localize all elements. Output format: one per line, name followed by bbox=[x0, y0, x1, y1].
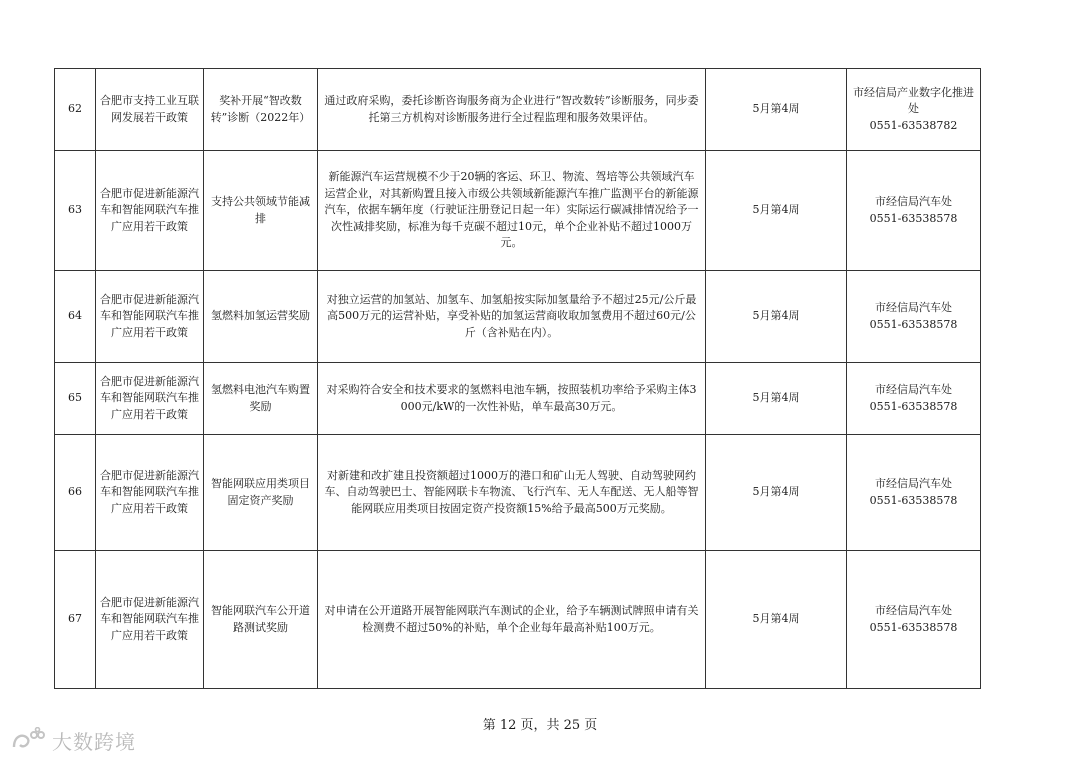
page-number-label: 第 12 页，共 25 页 bbox=[482, 718, 598, 733]
department-name: 市经信局汽车处 bbox=[875, 195, 952, 208]
department-name: 市经信局汽车处 bbox=[875, 301, 952, 314]
table-row bbox=[55, 271, 981, 363]
schedule-time-cell: 5月第4周 bbox=[706, 69, 847, 151]
department-name: 市经信局汽车处 bbox=[875, 383, 952, 396]
contact-cell bbox=[847, 551, 981, 689]
schedule-time-cell: 5月第4周 bbox=[706, 435, 847, 551]
table-row bbox=[55, 363, 981, 435]
contact-cell bbox=[847, 151, 981, 271]
department-name: 市经信局汽车处 bbox=[875, 477, 952, 490]
contact-phone: 0551-63538578 bbox=[869, 493, 958, 507]
schedule-time-cell: 5月第4周 bbox=[706, 363, 847, 435]
policy-name-cell: 合肥市促进新能源汽车和智能网联汽车推广应用若干政策 bbox=[96, 151, 204, 271]
policy-content-cell: 通过政府采购，委托诊断咨询服务商为企业进行“智改数转”诊断服务，同步委托第三方机构对诊断服务进行全过程监理和服务效果评估。 bbox=[318, 69, 706, 151]
schedule-time-cell: 5月第4周 bbox=[706, 151, 847, 271]
table-row bbox=[55, 151, 981, 271]
watermark-text: 大数跨境 bbox=[52, 730, 136, 754]
policy-name-cell: 合肥市促进新能源汽车和智能网联汽车推广应用若干政策 bbox=[96, 435, 204, 551]
contact-cell bbox=[847, 69, 981, 151]
policy-table-body bbox=[55, 69, 981, 689]
contact-phone: 0551-63538578 bbox=[869, 399, 958, 413]
support-item-cell: 氢燃料电池汽车购置奖励 bbox=[204, 363, 318, 435]
table-row bbox=[55, 69, 981, 151]
contact-phone: 0551-63538578 bbox=[869, 317, 958, 331]
support-item-cell: 智能网联汽车公开道路测试奖励 bbox=[204, 551, 318, 689]
contact-phone: 0551-63538782 bbox=[869, 118, 958, 132]
policy-name-cell: 合肥市促进新能源汽车和智能网联汽车推广应用若干政策 bbox=[96, 551, 204, 689]
row-number-cell: 65 bbox=[55, 363, 96, 435]
row-number-cell: 63 bbox=[55, 151, 96, 271]
support-item-cell: 奖补开展“智改数转”诊断（2022年） bbox=[204, 69, 318, 151]
row-number-cell: 67 bbox=[55, 551, 96, 689]
table-row bbox=[55, 551, 981, 689]
schedule-time-cell: 5月第4周 bbox=[706, 551, 847, 689]
policy-name-cell: 合肥市促进新能源汽车和智能网联汽车推广应用若干政策 bbox=[96, 363, 204, 435]
policy-name-cell: 合肥市支持工业互联网发展若干政策 bbox=[96, 69, 204, 151]
policy-name-cell: 合肥市促进新能源汽车和智能网联汽车推广应用若干政策 bbox=[96, 271, 204, 363]
policy-content-cell: 新能源汽车运营规模不少于20辆的客运、环卫、物流、驾培等公共领域汽车运营企业，对其新购置且接入市级公共领域新能源汽车推广监测平台的新能源汽车，依据车辆年度（行驶证注册登记日起一年）实际运行碳减排情况给予一次性减排奖励，标准为每千克碳不超过10元，单个企业补贴不超过1000万元。 bbox=[318, 151, 706, 271]
policy-content-cell: 对采购符合安全和技术要求的氢燃料电池车辆，按照装机功率给予采购主体3000元/kW的一次性补贴，单车最高30万元。 bbox=[318, 363, 706, 435]
policy-content-cell: 对新建和改扩建且投资额超过1000万的港口和矿山无人驾驶、自动驾驶网约车、自动驾驶巴士、智能网联卡车物流、飞行汽车、无人车配送、无人船等智能网联应用类项目按固定资产投资额15%给予最高500万元奖励。 bbox=[318, 435, 706, 551]
watermark bbox=[10, 726, 136, 755]
contact-phone: 0551-63538578 bbox=[869, 620, 958, 634]
schedule-time-cell: 5月第4周 bbox=[706, 271, 847, 363]
department-name: 市经信局汽车处 bbox=[875, 604, 952, 617]
dashuju-logo-icon bbox=[10, 727, 48, 755]
contact-cell bbox=[847, 271, 981, 363]
row-number-cell: 64 bbox=[55, 271, 96, 363]
support-item-cell: 智能网联应用类项目固定资产奖励 bbox=[204, 435, 318, 551]
contact-cell bbox=[847, 363, 981, 435]
support-item-cell: 氢燃料加氢运营奖励 bbox=[204, 271, 318, 363]
policy-table bbox=[54, 68, 981, 689]
contact-phone: 0551-63538578 bbox=[869, 211, 958, 225]
contact-cell bbox=[847, 435, 981, 551]
row-number-cell: 66 bbox=[55, 435, 96, 551]
support-item-cell: 支持公共领域节能减排 bbox=[204, 151, 318, 271]
row-number-cell: 62 bbox=[55, 69, 96, 151]
policy-content-cell: 对申请在公开道路开展智能网联汽车测试的企业，给予车辆测试牌照申请有关检测费不超过50%的补贴，单个企业每年最高补贴100万元。 bbox=[318, 551, 706, 689]
table-row bbox=[55, 435, 981, 551]
policy-content-cell: 对独立运营的加氢站、加氢车、加氢船按实际加氢量给予不超过25元/公斤最高500万元的运营补贴，享受补贴的加氢运营商收取加氢费用不超过60元/公斤（含补贴在内）。 bbox=[318, 271, 706, 363]
page-footer bbox=[0, 714, 1080, 733]
department-name: 市经信局产业数字化推进处 bbox=[853, 85, 974, 116]
